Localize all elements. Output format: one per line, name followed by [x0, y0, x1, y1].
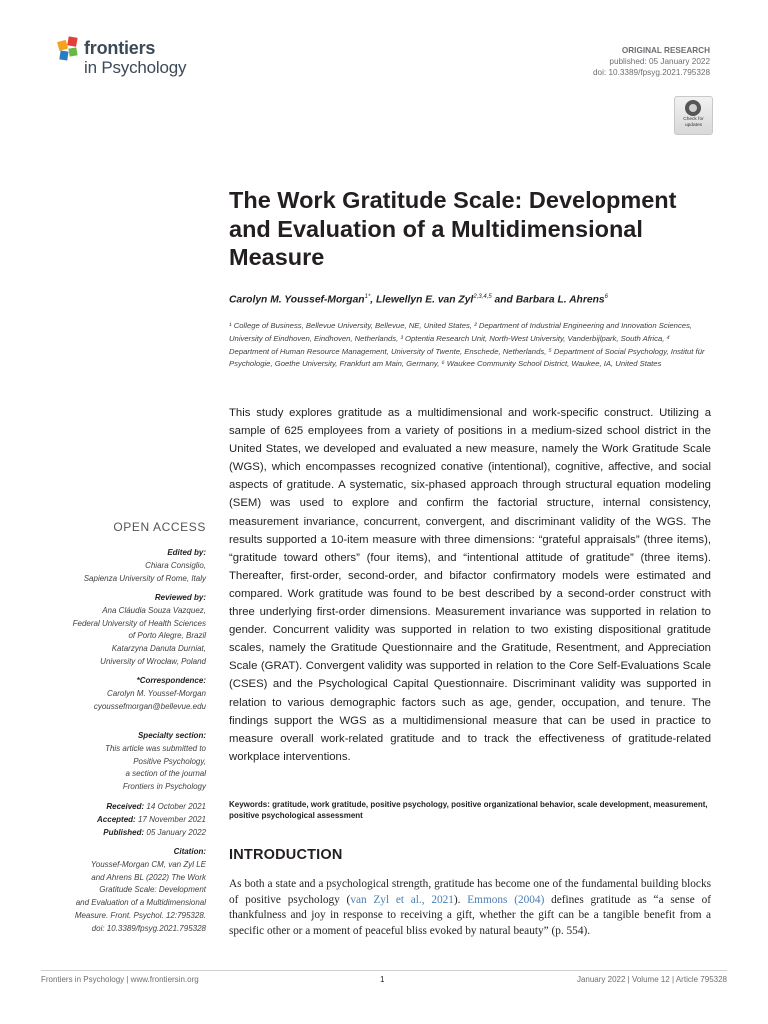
journal-logo[interactable] — [56, 34, 216, 82]
edited-by-block: Edited by: Chiara Consiglio, Sapienza University of Rome, Italy — [83, 548, 206, 583]
footer-article-info: January 2022 | Volume 12 | Article 795328 — [576, 975, 727, 984]
check-for-updates-button[interactable] — [674, 96, 713, 135]
article-meta — [593, 45, 710, 78]
footer-divider — [41, 970, 727, 971]
citation-link[interactable]: van Zyl et al., 2021 — [350, 893, 454, 906]
frontiers-logo-icon — [56, 36, 80, 62]
logo-text-journal: in Psychology — [84, 58, 187, 77]
author-affil-sup: 6 — [604, 294, 608, 300]
article-title: The Work Gratitude Scale: Development and Evaluation of a Multidimensional Measure — [229, 187, 677, 270]
page-number: 1 — [380, 975, 385, 984]
article-doi[interactable]: doi: 10.3389/fpsyg.2021.795328 — [593, 68, 710, 77]
author-affil-sup: 2,3,4,5 — [473, 294, 492, 300]
check-updates-label: Check for updates — [683, 117, 704, 128]
article-type: ORIGINAL RESEARCH — [621, 46, 710, 55]
citation-link[interactable]: Emmons (2004) — [467, 893, 545, 906]
author-name[interactable]: Barbara L. Ahrens — [515, 294, 605, 306]
author-name[interactable]: Llewellyn E. van Zyl — [376, 294, 474, 306]
abstract: This study explores gratitude as a multidimensional and work-specific construct. Utilizing a sample of 625 employees from a variety of positions in a medium-sized school district in the United States, we developed and evaluated a new measure, namely the Work Gratitude Scale (WGS), which encompasses recognized conative (intentional), cognitive, affective, and social aspects of gratitude. A systematic, six-phased approach through structural equation modeling (SEM) was used to explore and confirm the factorial structure, internal consistency, measurement invariance, concurrent, convergent, and discriminant validity of the WGS. The results supported a 10-item measure with three dimensions: “grateful appraisals” (three items), “gratitude toward others” (four items), and “intentional attitude of gratitude” (three items). Thereafter, first-order, second-order, and bifactor confirmatory models were estimated and compared. Work gratitude was found to be best described by a second-order construct with three underlying first-order dimensions. Measurement invariance was supported in relation to gender. Concurrent validity was supported in relation to two existing dispositional gratitude scales, namely the Gratitude Questionnaire and the Gratitude, Resentment, and Appreciation Scale (GRAT). Convergent validity was supported in relation to the Core Self-Evaluations Scale (CSES) and the Psychological Capital Questionnaire. Discriminant validity was supported in relation to various demographic factors such as age, gender, occupation, and tenure. The findings support the WGS as a multidimensional measure that can be used in practice to measure overall work-related gratitude and to track the effectiveness of gratitude-related workplace interventions. — [229, 407, 711, 763]
correspondence-email[interactable]: cyoussefmorgan@bellevue.edu — [93, 701, 206, 711]
introduction-paragraph: As both a state and a psychological strength, gratitude has become one of the fundamental building blocks of positive psychology (van Zyl et al., 2021). Emmons (2004) defines gratitude as “a sense of thankfulness and joy in response to receiving a gift, whether the gift can be a tangible benefit from a specific other or a moment of peaceful bliss evoked by natural beauty” (p. 554). — [229, 878, 711, 937]
check-updates-icon — [685, 100, 701, 116]
author-name[interactable]: Carolyn M. Youssef-Morgan — [229, 294, 365, 306]
citation-block: Citation: Youssef-Morgan CM, van Zyl LE and Ahrens BL (2022) The Work Gratitude Scale: Development and Evaluation of a Multidimensional Measure. Front. Psychol. 12:795328. doi: 10.3389/fpsyg.2021.795328 — [44, 846, 206, 936]
footer-journal-link[interactable]: Frontiers in Psychology | www.frontiersin.org — [41, 975, 199, 984]
citation-doi[interactable]: doi: 10.3389/fpsyg.2021.795328 — [91, 923, 206, 933]
dates-block: Received: 14 October 2021 Accepted: 17 November 2021 Published: 05 January 2022 — [97, 802, 206, 837]
open-access-label: OPEN ACCESS — [113, 520, 206, 534]
reviewed-by-block: Reviewed by: Ana Cláudia Souza Vazquez, Federal University of Health Sciences of Porto Alegre, Brazil Katarzyna Danuta Durniat, University of Wrocław, Poland — [72, 593, 206, 666]
logo-text-frontiers: frontiers — [84, 38, 156, 58]
keywords: Keywords: gratitude, work gratitude, positive psychology, positive organizational behavior, scale development, measurement, positive psychological assessment — [229, 800, 708, 820]
correspondence-block: *Correspondence: Carolyn M. Youssef-Morgan cyoussefmorgan@bellevue.edu — [44, 675, 206, 713]
author-list: Carolyn M. Youssef-Morgan$^{1*}$, Llewellyn E. van Zyl$^{2,3,4,5}$ and Barbara L. Ahrens$^6$ — [229, 294, 608, 306]
author-affil-sup: 1* — [364, 294, 371, 300]
section-heading-introduction: INTRODUCTION — [229, 847, 343, 863]
published-date: published: 05 January 2022 — [609, 57, 710, 66]
affiliations: ¹ College of Business, Bellevue University, Bellevue, NE, United States, ² Department of Industrial Engineering and Innovation Sciences, University of Eindhoven, Eindhoven, Netherlands, ³ Optentia Research Unit, North-West University, Vanderbijlpark, South Africa, ⁴ Department of Human Resource Management, University of Twente, Enschede, Netherlands, ⁵ Department of Social Psychology, Institut für Psychologie, Goethe University, Frankfurt am Main, Germany, ⁶ Waukee Community School District, Waukee, IA, United States — [229, 321, 705, 369]
specialty-section-block: Specialty section: This article was submitted to Positive Psychology, a section of the journal Frontiers in Psychology — [105, 731, 206, 792]
